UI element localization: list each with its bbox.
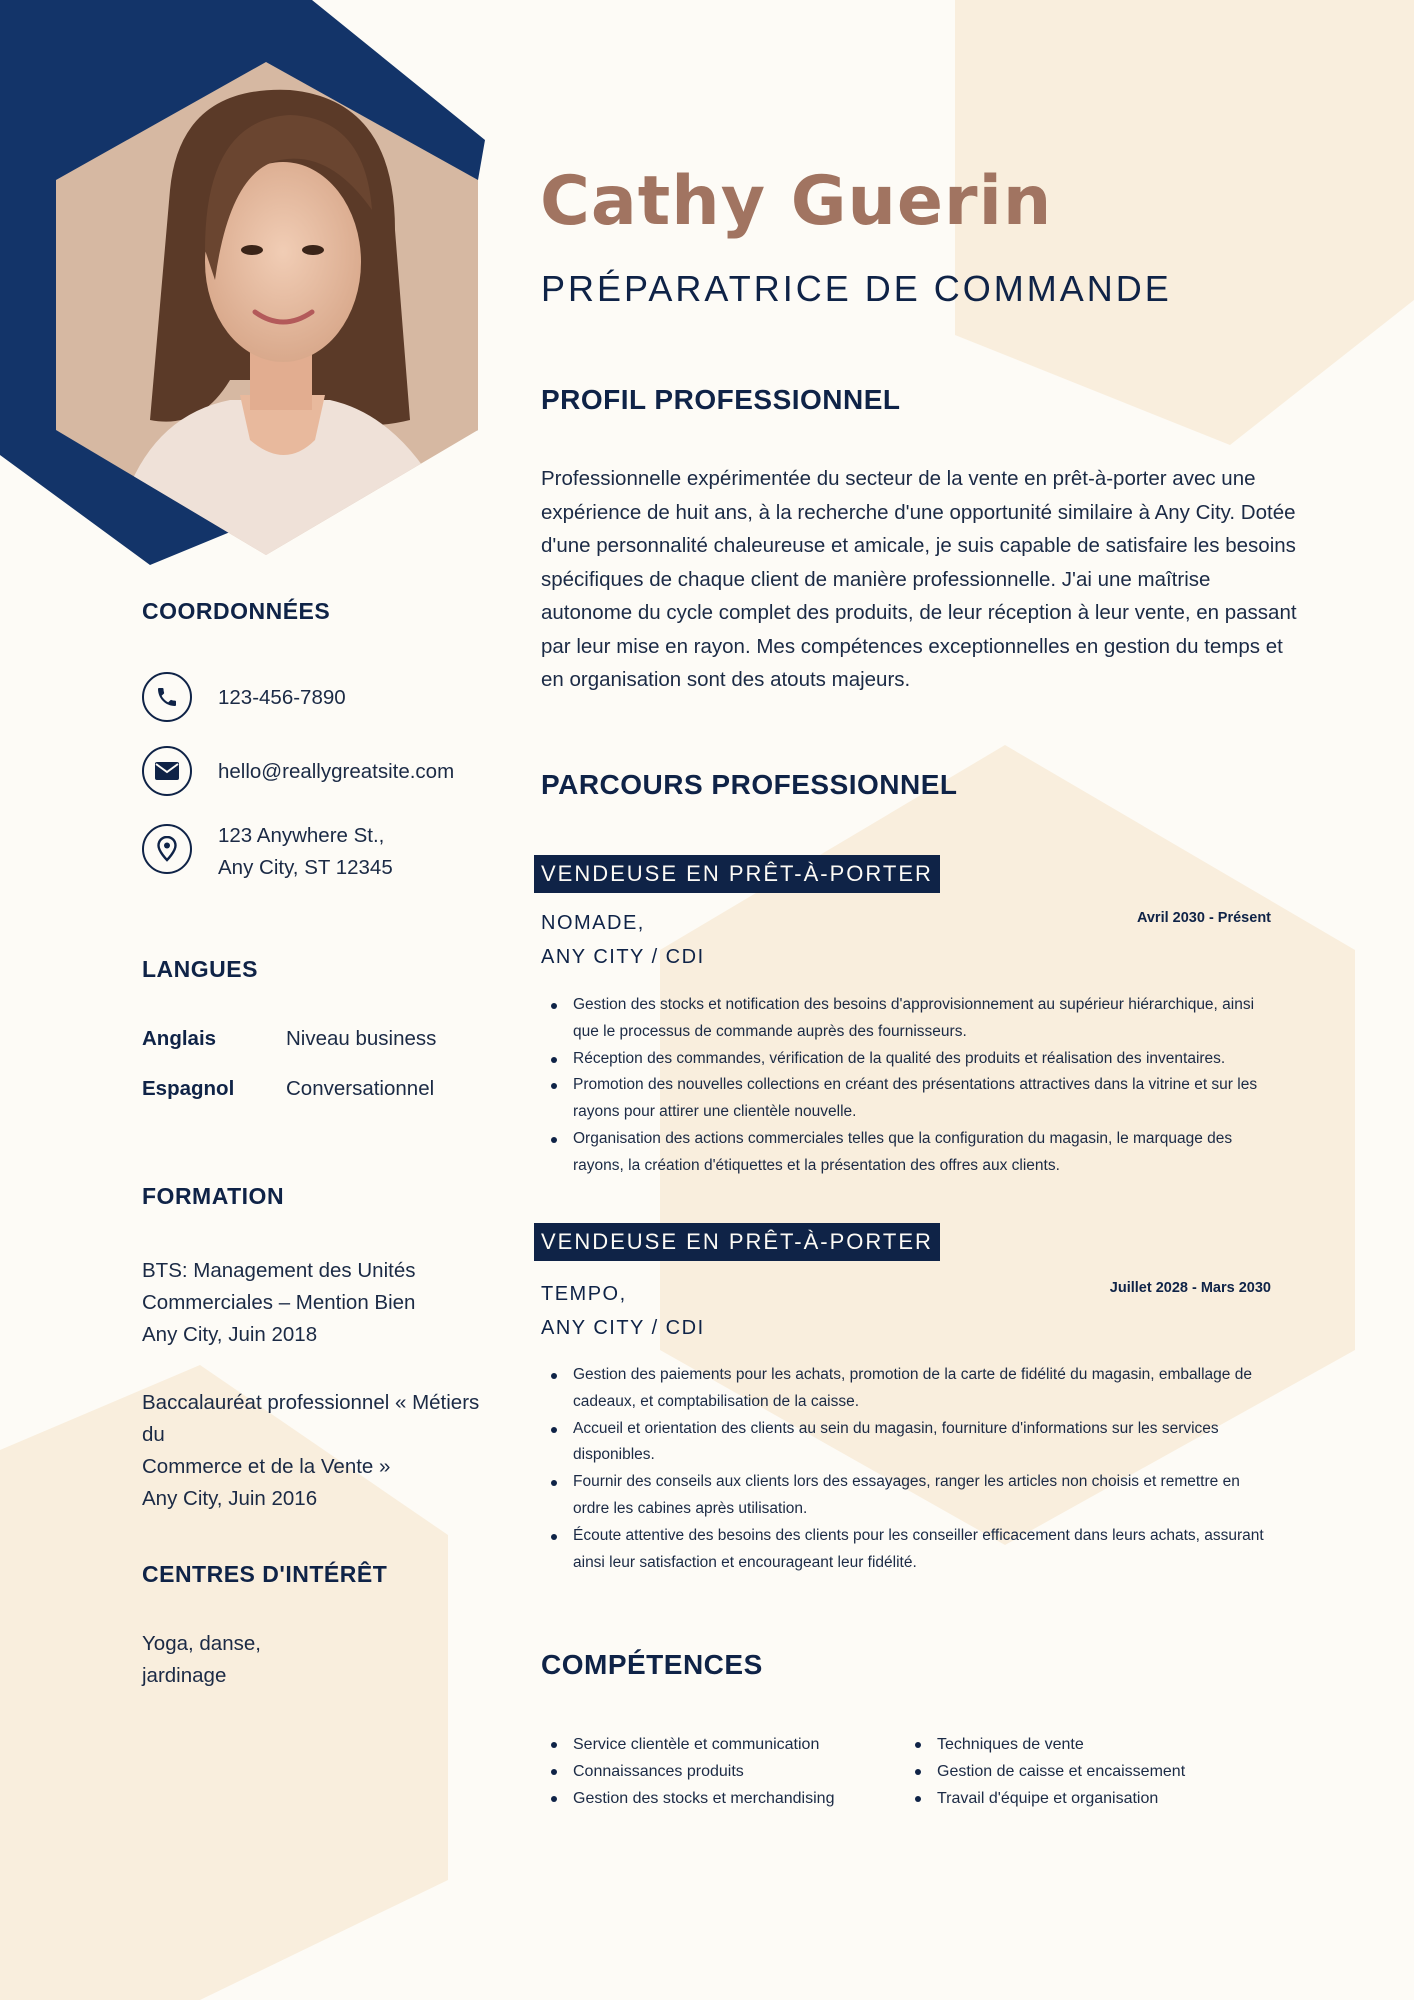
profile-section-title: PROFIL PROFESSIONNEL — [541, 384, 901, 415]
job-dates: Juillet 2028 - Mars 2030 — [1109, 1280, 1271, 1296]
contact-address-line1: 123 Anywhere St., — [218, 824, 385, 847]
list-item: Travail d'équipe et organisation — [937, 1785, 1267, 1812]
interests-text — [142, 1628, 502, 1692]
skills-list-column-2 — [905, 1731, 1267, 1812]
list-item: Réception des commandes, vérification de la qualité des produits et réalisation des inventaires. — [573, 1046, 1273, 1073]
interests-section-title: CENTRES D'INTÉRÊT — [142, 1561, 388, 1587]
phone-icon — [142, 672, 192, 722]
education-section-title: FORMATION — [142, 1183, 285, 1209]
job-location: ANY CITY / CDI — [541, 1317, 705, 1339]
job-location: ANY CITY / CDI — [541, 946, 705, 968]
list-item: Écoute attentive des besoins des clients pour les conseiller efficacement dans leurs achats, assurant ainsi leur satisfaction et encourageant leur fidélité. — [573, 1523, 1273, 1577]
language-name: Espagnol — [142, 1077, 235, 1100]
job-responsibilities — [541, 1362, 1273, 1576]
list-item: Techniques de vente — [937, 1731, 1267, 1758]
list-item: Gestion des stocks et merchandising — [573, 1785, 903, 1812]
list-item: Connaissances produits — [573, 1758, 903, 1785]
list-item: Gestion de caisse et encaissement — [937, 1758, 1267, 1785]
profile-summary: Professionnelle expérimentée du secteur de la vente en prêt-à-porter avec une expérience de huit ans, à la recherche d'une opportunité similaire à Any City. Dotée d'une personnalité chaleureuse et amicale, je suis capable de satisfaire les besoins spécifiques de chaque client de manière professionnelle. J'ai une maîtrise autonome du cycle complet des produits, de leur réception à leur vente, en passant par leur mise en rayon. Mes compétences exceptionnelles en gestion du temps et en organisation sont des atouts majeurs. — [541, 467, 1297, 691]
list-item: Fournir des conseils aux clients lors des essayages, ranger les articles non choisis et remettre en ordre les cabines après utilisation. — [573, 1469, 1273, 1523]
education-item — [142, 1255, 502, 1351]
job-title: PRÉPARATRICE DE COMMANDE — [541, 268, 1172, 309]
job-company: TEMPO, — [541, 1283, 627, 1305]
education-degree: BTS: Management des Unités — [142, 1259, 416, 1282]
job-title-badge: VENDEUSE EN PRÊT-À-PORTER — [534, 855, 940, 893]
job-company: NOMADE, — [541, 912, 645, 934]
contact-section-title: COORDONNÉES — [142, 598, 331, 624]
list-item: Organisation des actions commerciales telles que la configuration du magasin, le marquage des rayons, la création d'étiquettes et la présentation des offres aux clients. — [573, 1126, 1273, 1180]
envelope-icon — [142, 746, 192, 796]
job-responsibilities — [541, 992, 1273, 1180]
education-item — [142, 1387, 502, 1515]
interests-line: Yoga, danse, — [142, 1632, 261, 1655]
profile-photo-frame — [0, 0, 500, 570]
language-level: Niveau business — [286, 1027, 437, 1050]
education-place-date: Any City, Juin 2016 — [142, 1487, 318, 1510]
skills-list-column-1 — [541, 1731, 903, 1812]
languages-section-title: LANGUES — [142, 956, 258, 982]
candidate-name: Cathy Guerin — [540, 162, 1053, 241]
interests-line: jardinage — [142, 1664, 227, 1687]
education-degree-continued: Commerce et de la Vente » — [142, 1455, 391, 1478]
education-place-date: Any City, Juin 2018 — [142, 1323, 318, 1346]
language-name: Anglais — [142, 1027, 217, 1050]
contact-email: hello@reallygreatsite.com — [218, 760, 455, 783]
job-dates: Avril 2030 - Présent — [1136, 910, 1271, 926]
contact-address-line2: Any City, ST 12345 — [218, 856, 393, 879]
list-item: Gestion des paiements pour les achats, promotion de la carte de fidélité du magasin, emballage de cadeaux, et comptabilisation de la caisse. — [573, 1362, 1273, 1416]
list-item: Promotion des nouvelles collections en créant des présentations attractives dans la vitrine et sur les rayons pour attirer une clientèle nouvelle. — [573, 1072, 1273, 1126]
contact-phone: 123-456-7890 — [218, 686, 346, 709]
location-pin-icon — [142, 824, 192, 874]
experience-section-title: PARCOURS PROFESSIONNEL — [541, 769, 958, 800]
language-level: Conversationnel — [286, 1077, 435, 1100]
list-item: Service clientèle et communication — [573, 1731, 903, 1758]
list-item: Accueil et orientation des clients au sein du magasin, fourniture d'informations sur les services disponibles. — [573, 1416, 1273, 1470]
list-item: Gestion des stocks et notification des besoins d'approvisionnement au supérieur hiérarchique, ainsi que le processus de commande auprès des fournisseurs. — [573, 992, 1273, 1046]
education-degree: Baccalauréat professionnel « Métiers du — [142, 1391, 480, 1446]
job-title-badge: VENDEUSE EN PRÊT-À-PORTER — [534, 1223, 940, 1261]
skills-section-title: COMPÉTENCES — [541, 1649, 763, 1680]
education-degree-continued: Commerciales – Mention Bien — [142, 1291, 416, 1314]
